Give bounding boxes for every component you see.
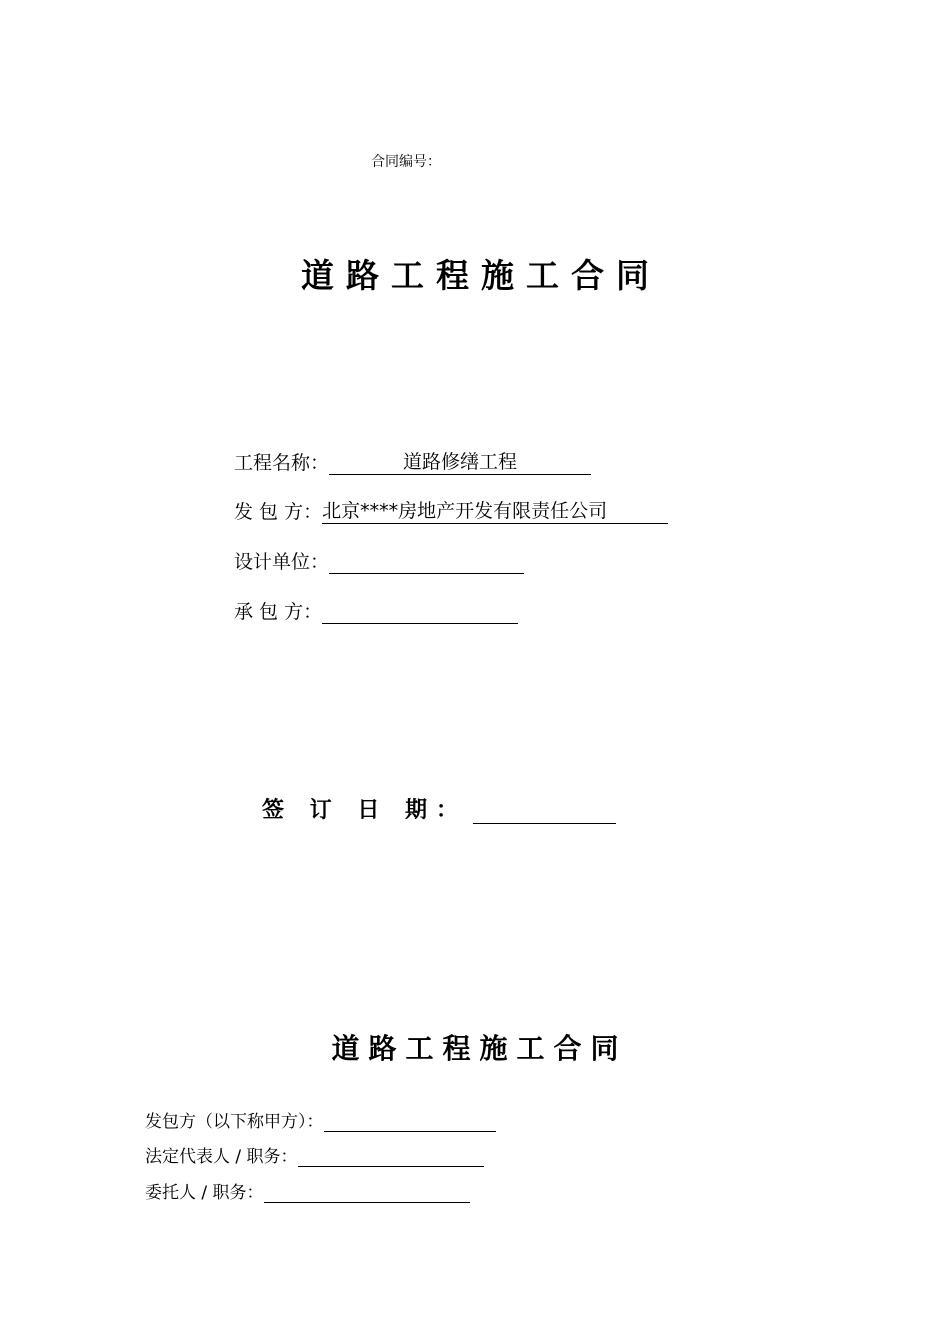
contract-body-title: 道路工程施工合同 — [331, 1032, 628, 1065]
sign-date-row — [262, 793, 616, 824]
designer-row — [234, 547, 524, 574]
trustee-label: 委托人 / 职务： — [145, 1183, 264, 1203]
party-a-row — [145, 1107, 496, 1132]
employer-value: 北京****房地产开发有限责任公司 — [322, 499, 668, 524]
designer-label: 设计单位： — [234, 551, 330, 573]
party-a-label: 发包方（以下称甲方）： — [145, 1112, 324, 1132]
sign-date-value — [473, 797, 616, 824]
trustee-value — [264, 1182, 470, 1203]
legal-rep-row — [145, 1142, 484, 1167]
trustee-row — [145, 1178, 470, 1203]
party-a-value — [324, 1111, 496, 1132]
legal-rep-label: 法定代表人 / 职务： — [145, 1147, 298, 1167]
sign-date-label: 签 订 日 期： — [262, 798, 467, 823]
legal-rep-value — [298, 1146, 484, 1167]
project-name-label: 工程名称： — [234, 452, 330, 474]
employer-label: 发 包 方： — [234, 501, 323, 523]
project-name-row — [234, 448, 591, 475]
cover-title: 道路工程施工合同 — [301, 256, 661, 295]
contractor-value — [322, 599, 518, 624]
contractor-row — [234, 597, 518, 624]
employer-row — [234, 497, 668, 524]
project-name-value: 道路修缮工程 — [329, 450, 591, 475]
designer-value — [329, 549, 524, 574]
contractor-label: 承 包 方： — [234, 601, 323, 623]
contract-number-label: 合同编号： — [371, 154, 441, 170]
